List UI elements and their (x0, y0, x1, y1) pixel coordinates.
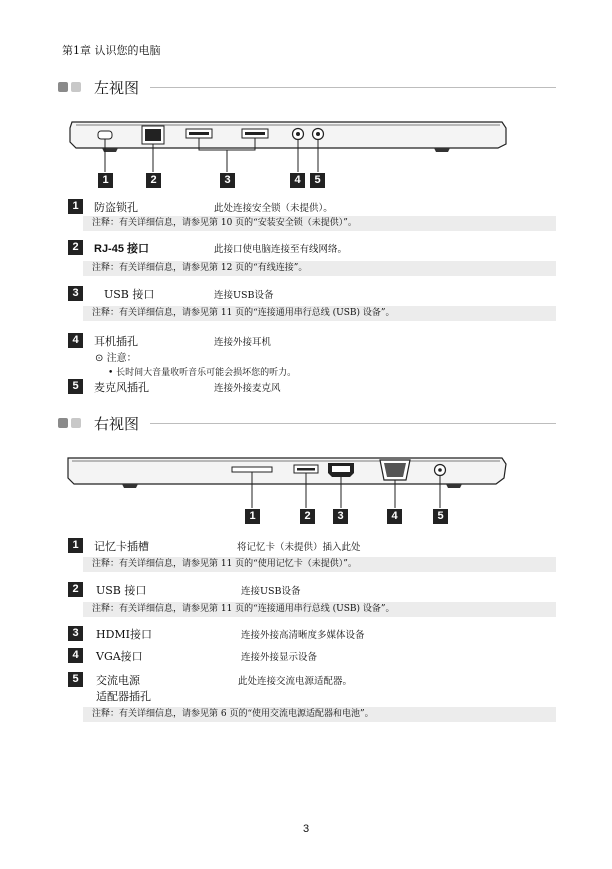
callout-1: 1 (98, 173, 113, 188)
item-label: VGA接口 (96, 650, 143, 663)
note-box: 注释：有关详细信息，请参见第 12 页的“有线连接”。 (83, 261, 556, 276)
item-number: 2 (68, 582, 83, 597)
caution-title: 注意： (106, 353, 137, 364)
callout-2: 2 (146, 173, 161, 188)
divider (150, 423, 556, 424)
page-number: 3 (302, 823, 310, 835)
item-description: 连接外接麦克风 (214, 383, 281, 394)
caution-heading (95, 349, 137, 364)
item-description: 连接外接耳机 (214, 337, 272, 348)
item-number: 5 (68, 672, 83, 687)
item-label: RJ-45 接口 (94, 243, 150, 255)
note-box: 注释：有关详细信息，请参见第 11 页的“连接通用串行总线 (USB) 设备”。 (83, 602, 556, 617)
item-number: 4 (68, 648, 83, 663)
item-label-line2: 适配器插孔 (96, 690, 151, 703)
note-box: 注释：有关详细信息，请参见第 11 页的“连接通用串行总线 (USB) 设备”。 (83, 306, 556, 321)
caution-icon: ⊙ (95, 353, 104, 364)
item-number: 5 (68, 379, 83, 394)
heading-marker-icon (71, 82, 81, 92)
item-description: 连接USB设备 (241, 586, 301, 597)
heading-marker-icon (58, 82, 68, 92)
note-box: 注释：有关详细信息，请参见第 6 页的“使用交流电源适配器和电池”。 (83, 707, 556, 722)
callout-2: 2 (300, 509, 315, 524)
callout-5: 5 (310, 173, 325, 188)
item-number: 1 (68, 199, 83, 214)
callout-3: 3 (220, 173, 235, 188)
callout-4: 4 (290, 173, 305, 188)
note-box: 注释：有关详细信息，请参见第 11 页的“使用记忆卡（未提供）”。 (83, 557, 556, 572)
divider (150, 87, 556, 88)
item-number: 3 (68, 286, 83, 301)
section-title: 左视图 (94, 79, 140, 97)
heading-marker-icon (71, 418, 81, 428)
item-label: 耳机插孔 (94, 335, 138, 348)
item-label: 交流电源 (96, 674, 140, 687)
item-label: 麦克风插孔 (94, 381, 149, 394)
laptop-left-side-illustration (62, 108, 512, 188)
right-view-heading (58, 413, 556, 433)
callout-5: 5 (433, 509, 448, 524)
item-number: 1 (68, 538, 83, 553)
item-number: 4 (68, 333, 83, 348)
callout-3: 3 (333, 509, 348, 524)
item-label: 防盗锁孔 (94, 201, 138, 214)
item-label: 记忆卡插槽 (94, 540, 149, 553)
caution-text: • 长时间大音量收听音乐可能会损坏您的听力。 (108, 368, 297, 378)
note-box: 注释：有关详细信息，请参见第 10 页的“安装安全锁（未提供）”。 (83, 216, 556, 231)
callout-1: 1 (245, 509, 260, 524)
callout-4: 4 (387, 509, 402, 524)
item-number: 3 (68, 626, 83, 641)
item-description: 连接外接高清晰度多媒体设备 (241, 630, 365, 641)
section-title: 右视图 (94, 415, 140, 433)
item-description: 此接口使电脑连接至有线网络。 (214, 244, 348, 255)
chapter-header: 第1章 认识您的电脑 (62, 44, 161, 57)
left-view-heading (58, 77, 556, 97)
item-number: 2 (68, 240, 83, 255)
item-label: HDMI接口 (96, 628, 153, 641)
item-description: 此处连接安全锁（未提供）。 (214, 203, 333, 214)
item-description: 连接外接显示设备 (241, 652, 318, 663)
item-label: USB 接口 (104, 288, 155, 301)
item-description: 将记忆卡（未提供）插入此处 (237, 542, 361, 553)
item-description: 此处连接交流电源适配器。 (238, 676, 353, 687)
heading-marker-icon (58, 418, 68, 428)
item-description: 连接USB设备 (214, 290, 274, 301)
item-label: USB 接口 (96, 584, 147, 597)
